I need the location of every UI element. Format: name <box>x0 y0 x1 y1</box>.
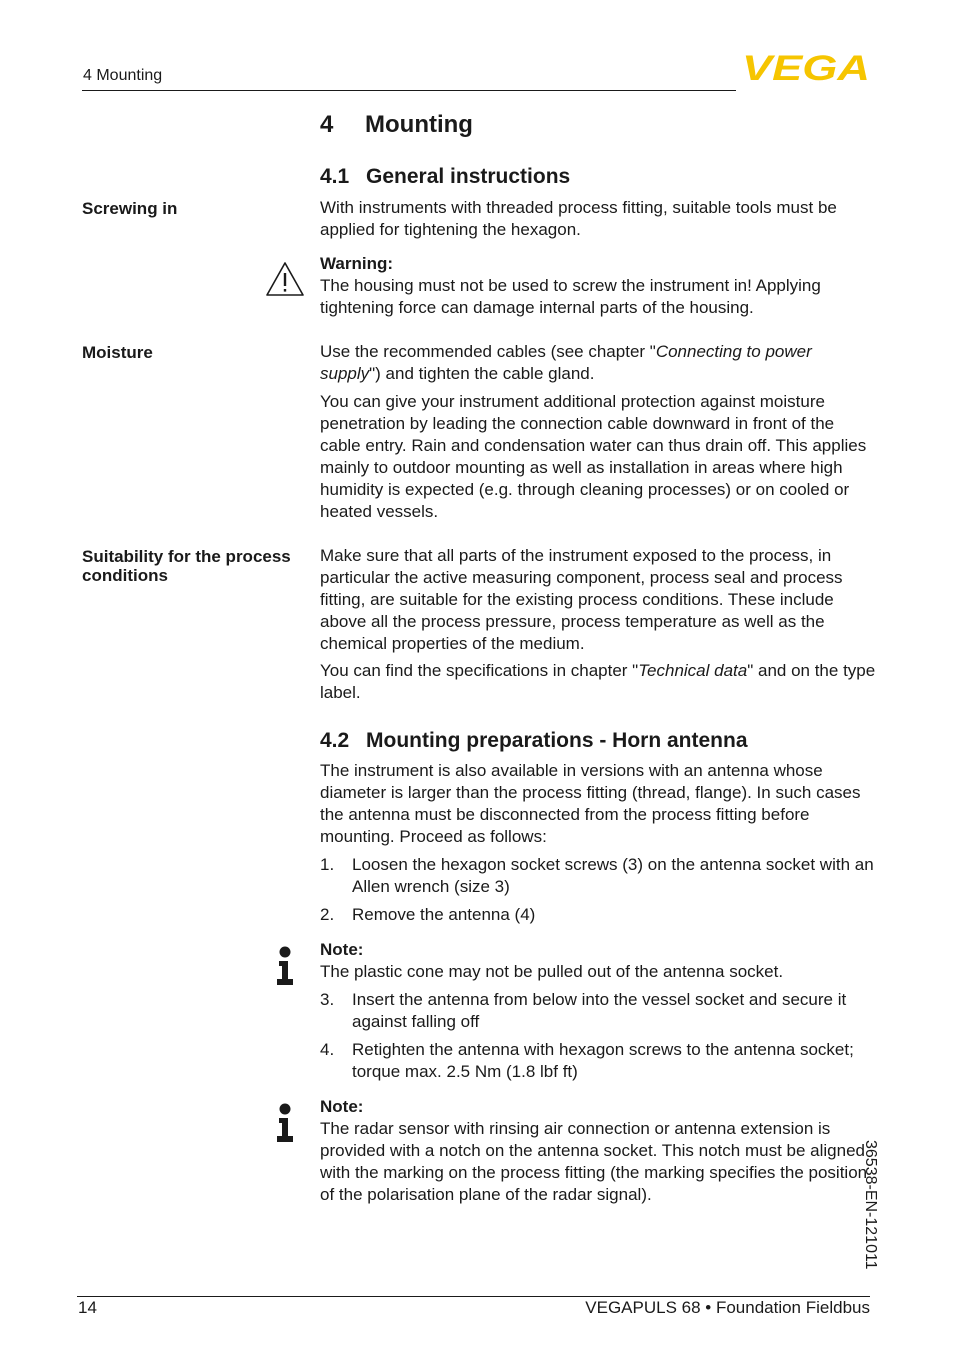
section-4-1-number: 4.1 <box>320 165 350 188</box>
section-4-1-title: General instructions <box>366 165 571 188</box>
vega-logo-text: VEGA <box>742 52 870 82</box>
warning-icon <box>265 261 305 302</box>
moisture-paragraph-1: Use the recommended cables (see chapter "Connecting to power supply") and tighten the cable gland. <box>320 342 812 383</box>
header-rule <box>82 90 736 91</box>
suitability-paragraph-1: Make sure that all parts of the instrument exposed to the process, in particular the active measuring component, process seal and process fitting, are suitable for the existing process conditions. These include above all the process pressure, process temperature as well as the chemical properties of the medium. <box>320 546 843 653</box>
warning-label: Warning: <box>320 254 394 273</box>
list-item <box>320 854 876 898</box>
section-4-2-title: Mounting preparations - Horn antenna <box>366 729 748 752</box>
info-icon <box>276 946 294 991</box>
list-item <box>320 1039 876 1083</box>
note-2-text: The radar sensor with rinsing air connection or antenna extension is provided with a notch on the antenna socket. This notch must be aligned with the marking on the process fitting (the marking specifies the position of the polarisation plane of the radar signal). <box>320 1119 868 1204</box>
step-text: Loosen the hexagon socket screws (3) on the antenna socket with an Allen wrench (size 3) <box>352 855 874 896</box>
step-text: Insert the antenna from below into the vessel socket and secure it against falling off <box>352 990 847 1031</box>
running-header: 4 Mounting <box>83 67 163 84</box>
step-number: 2. <box>320 905 335 924</box>
note-2-label: Note: <box>320 1097 364 1116</box>
step-text: Retighten the antenna with hexagon screws to the antenna socket; torque max. 2.5 Nm (1.8 lbf ft) <box>352 1040 854 1081</box>
chapter-reference: Connecting to power supply <box>320 342 812 383</box>
chapter-title <box>320 111 473 139</box>
warning-text: The housing must not be used to screw the instrument in! Applying tightening force can damage internal parts of the housing. <box>320 276 821 317</box>
sidebar-label-screwing: Screwing in <box>82 199 178 218</box>
chapter-reference: Technical data <box>638 661 748 680</box>
info-icon <box>276 1103 294 1148</box>
footer-rule <box>77 1296 870 1297</box>
horn-antenna-intro: The instrument is also available in versions with an antenna whose diameter is larger than the process fitting (thread, flange). In such cases the antenna must be disconnected from the process fitting before mounting. Proceed as follows: <box>320 761 861 846</box>
note-1-text: The plastic cone may not be pulled out of the antenna socket. <box>320 962 784 981</box>
page-number: 14 <box>78 1298 97 1317</box>
section-4-1-heading <box>320 165 570 189</box>
step-number: 3. <box>320 990 335 1009</box>
footer-product: VEGAPULS 68 • Foundation Fieldbus <box>585 1298 870 1317</box>
list-item <box>320 989 876 1033</box>
document-number <box>862 1140 901 1290</box>
section-4-2-heading <box>320 729 748 753</box>
document-number-text: 36538-EN-121011 <box>862 1140 879 1270</box>
suitability-paragraph-2: You can find the specifications in chapter "Technical data" and on the type label. <box>320 661 876 702</box>
note-1-label: Note: <box>320 940 364 959</box>
step-number: 1. <box>320 855 335 874</box>
chapter-number: 4 <box>320 111 334 138</box>
list-item <box>320 904 876 926</box>
sidebar-label-moisture: Moisture <box>82 343 153 362</box>
vega-logo <box>741 52 871 87</box>
screwing-text: With instruments with threaded process fitting, suitable tools must be applied for tightening the hexagon. <box>320 198 837 239</box>
step-number: 4. <box>320 1040 335 1059</box>
step-text: Remove the antenna (4) <box>352 905 536 924</box>
section-4-2-number: 4.2 <box>320 729 350 752</box>
vega-logo-mark <box>741 52 871 82</box>
sidebar-label-suitability: Suitability for the process conditions <box>82 547 291 585</box>
chapter-title-text: Mounting <box>365 111 473 138</box>
moisture-paragraph-2: You can give your instrument additional protection against moisture penetration by leading the connection cable downward in front of the cable entry. Rain and condensation water can thus drain off. This applies mainly to outdoor mounting as well as installation in areas where high humidity is expected (e.g. through cleaning processes) or on cooled or heated vessels. <box>320 392 867 521</box>
